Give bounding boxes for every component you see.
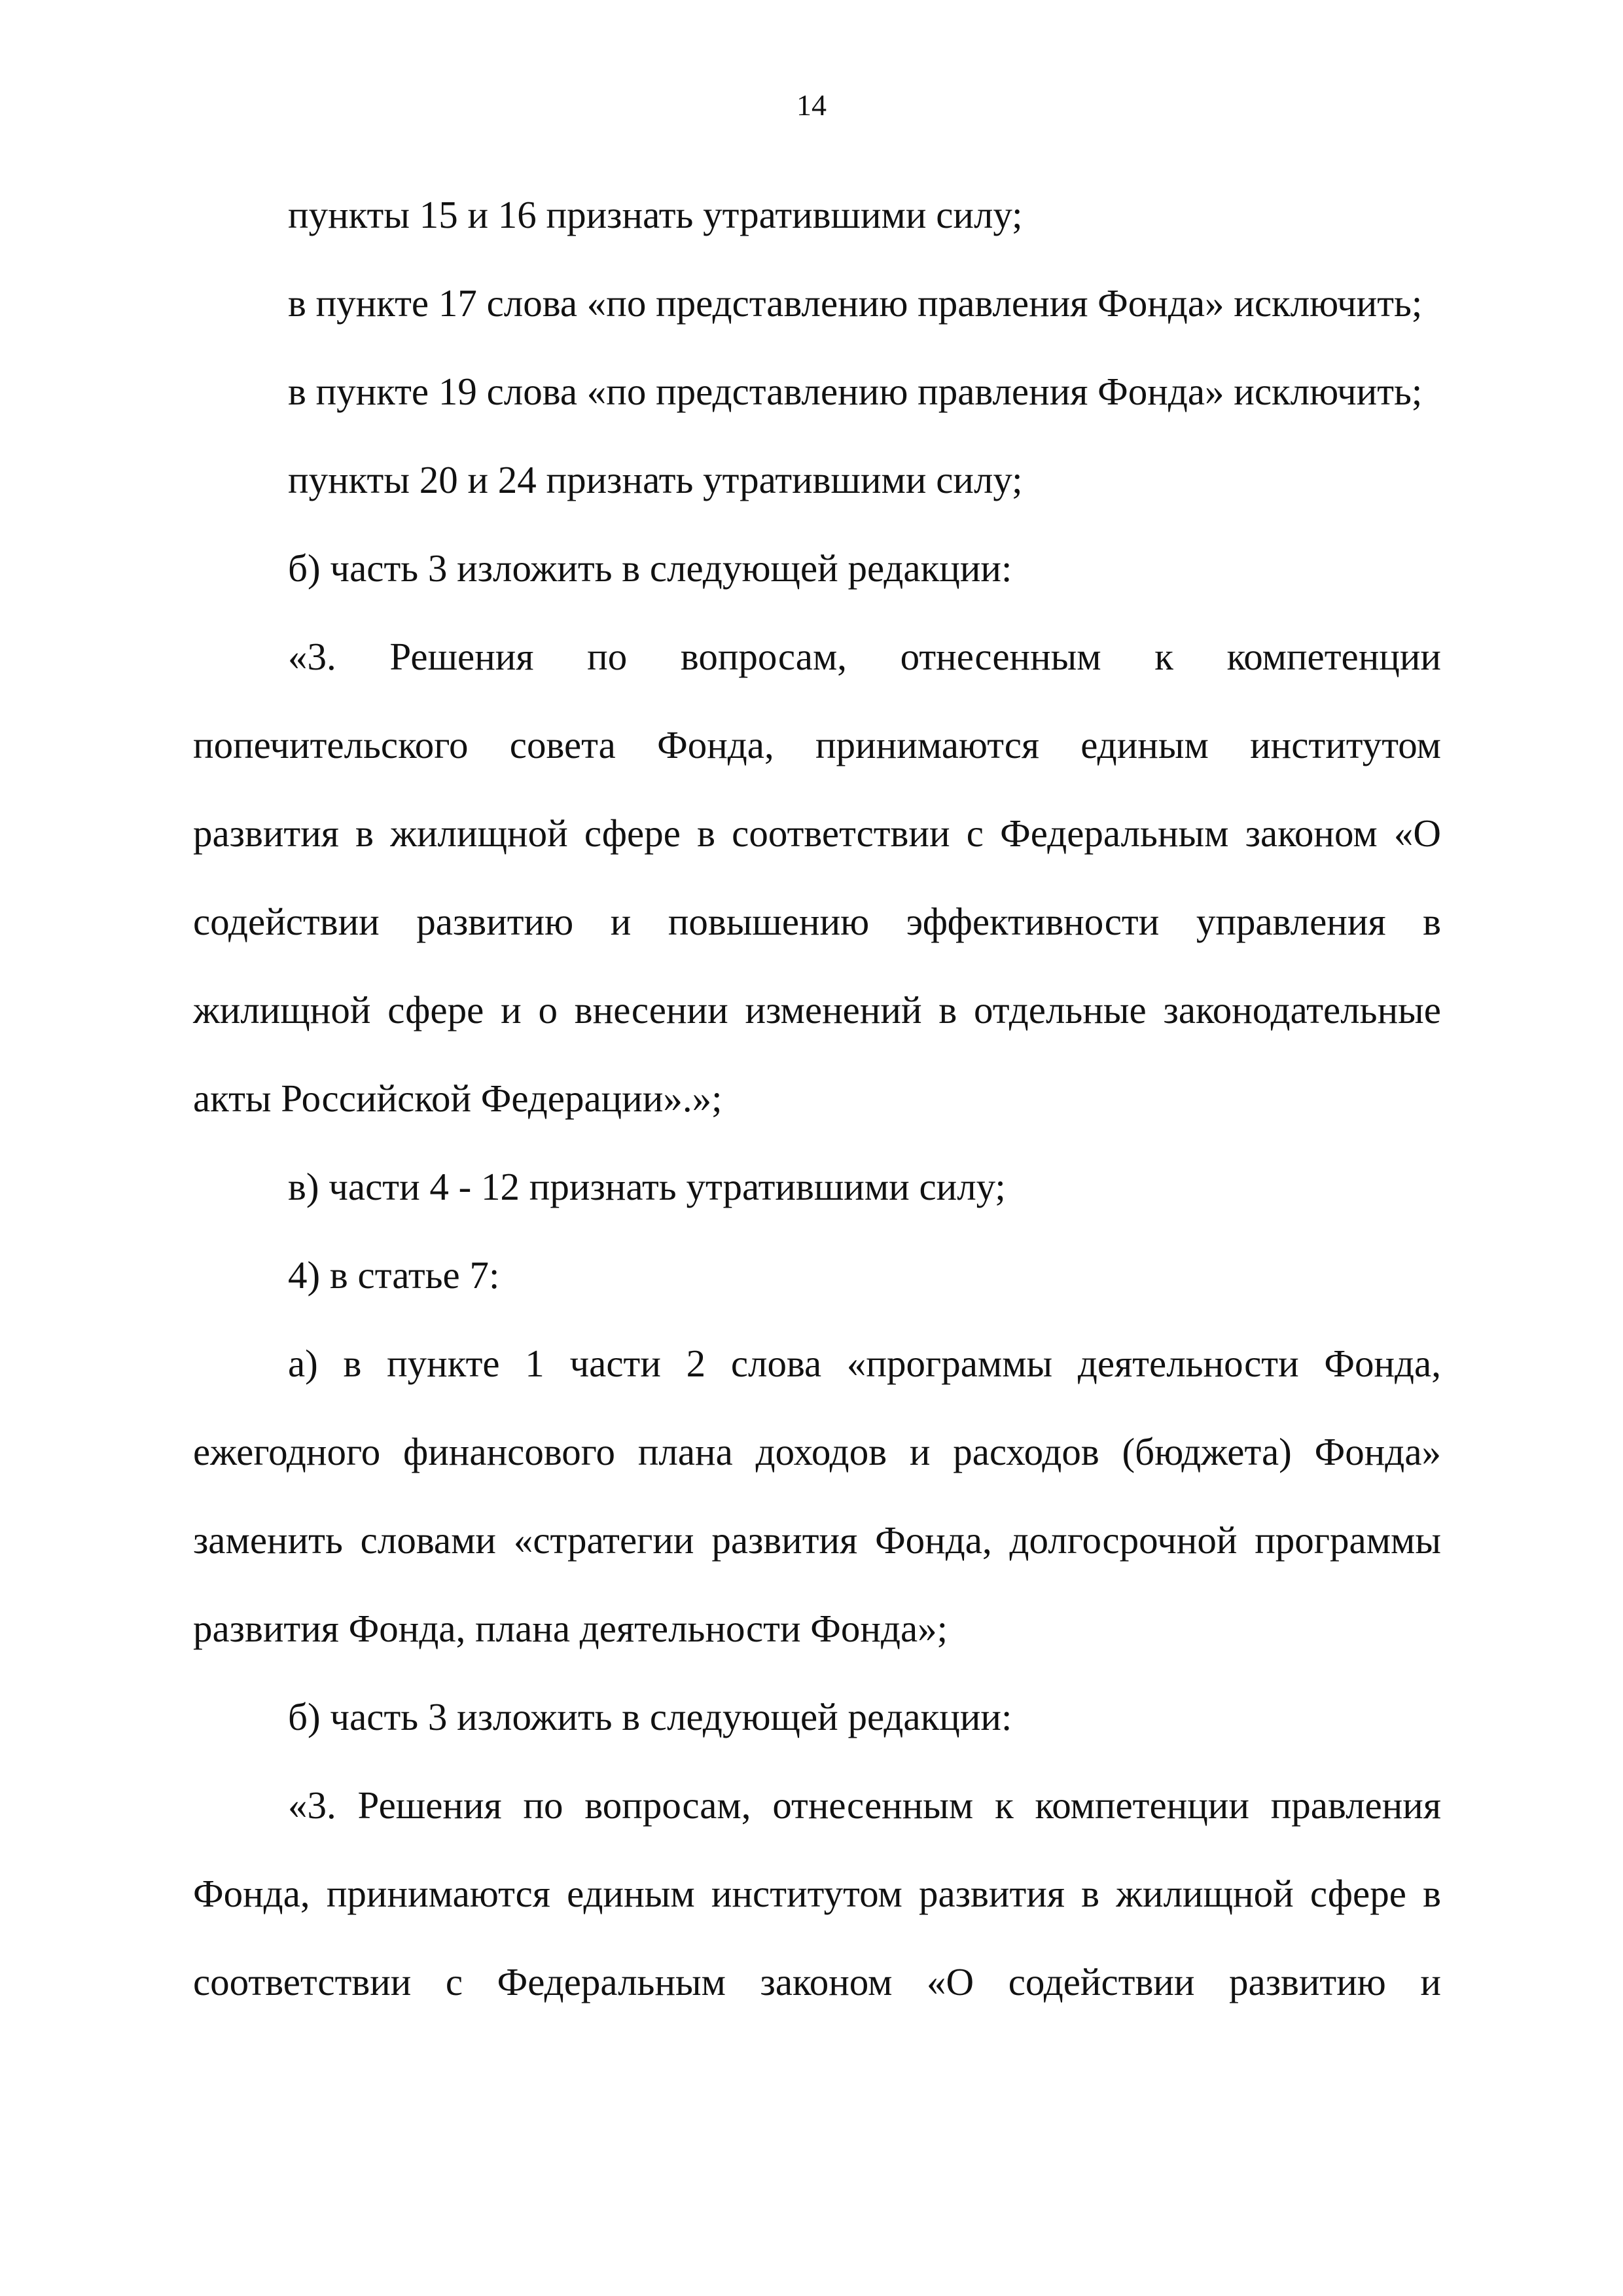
text-line: заменить словами «стратегии развития Фонда, долгосрочной программы (193, 1518, 1441, 1562)
text-line: б) часть 3 изложить в следующей редакции: (288, 1695, 1012, 1738)
text-line: в пункте 17 слова «по представлению правления Фонда» исключить; (288, 281, 1423, 325)
text-line: соответствии с Федеральным законом «О содействии развитию и (193, 1960, 1441, 2003)
text-line: пункты 15 и 16 признать утратившими силу; (288, 193, 1023, 236)
text-line: «3. Решения по вопросам, отнесенным к компетенции (288, 635, 1441, 678)
text-line: жилищной сфере и о внесении изменений в отдельные законодательные (193, 988, 1441, 1031)
text-line: в пункте 19 слова «по представлению правления Фонда» исключить; (288, 370, 1423, 413)
text-line: ежегодного финансового плана доходов и расходов (бюджета) Фонда» (193, 1430, 1441, 1473)
text-line: «3. Решения по вопросам, отнесенным к компетенции правления (288, 1784, 1441, 1827)
page-number: 14 (796, 88, 827, 122)
text-line: развития Фонда, плана деятельности Фонда»; (193, 1607, 948, 1650)
text-line: 4) в статье 7: (288, 1253, 500, 1297)
text-line: пункты 20 и 24 признать утратившими силу; (288, 458, 1023, 501)
text-line: содействии развитию и повышению эффективности управления в (193, 900, 1441, 943)
text-line: развития в жилищной сфере в соответствии с Федеральным законом «О (193, 812, 1441, 855)
text-line: а) в пункте 1 части 2 слова «программы деятельности Фонда, (288, 1342, 1441, 1385)
text-line: б) часть 3 изложить в следующей редакции: (288, 547, 1012, 590)
text-line: Фонда, принимаются единым институтом развития в жилищной сфере в (193, 1872, 1441, 1915)
text-line: в) части 4 - 12 признать утратившими силу; (288, 1165, 1006, 1208)
text-line: акты Российской Федерации».»; (193, 1077, 722, 1120)
text-line: попечительского совета Фонда, принимаются единым институтом (193, 723, 1441, 766)
